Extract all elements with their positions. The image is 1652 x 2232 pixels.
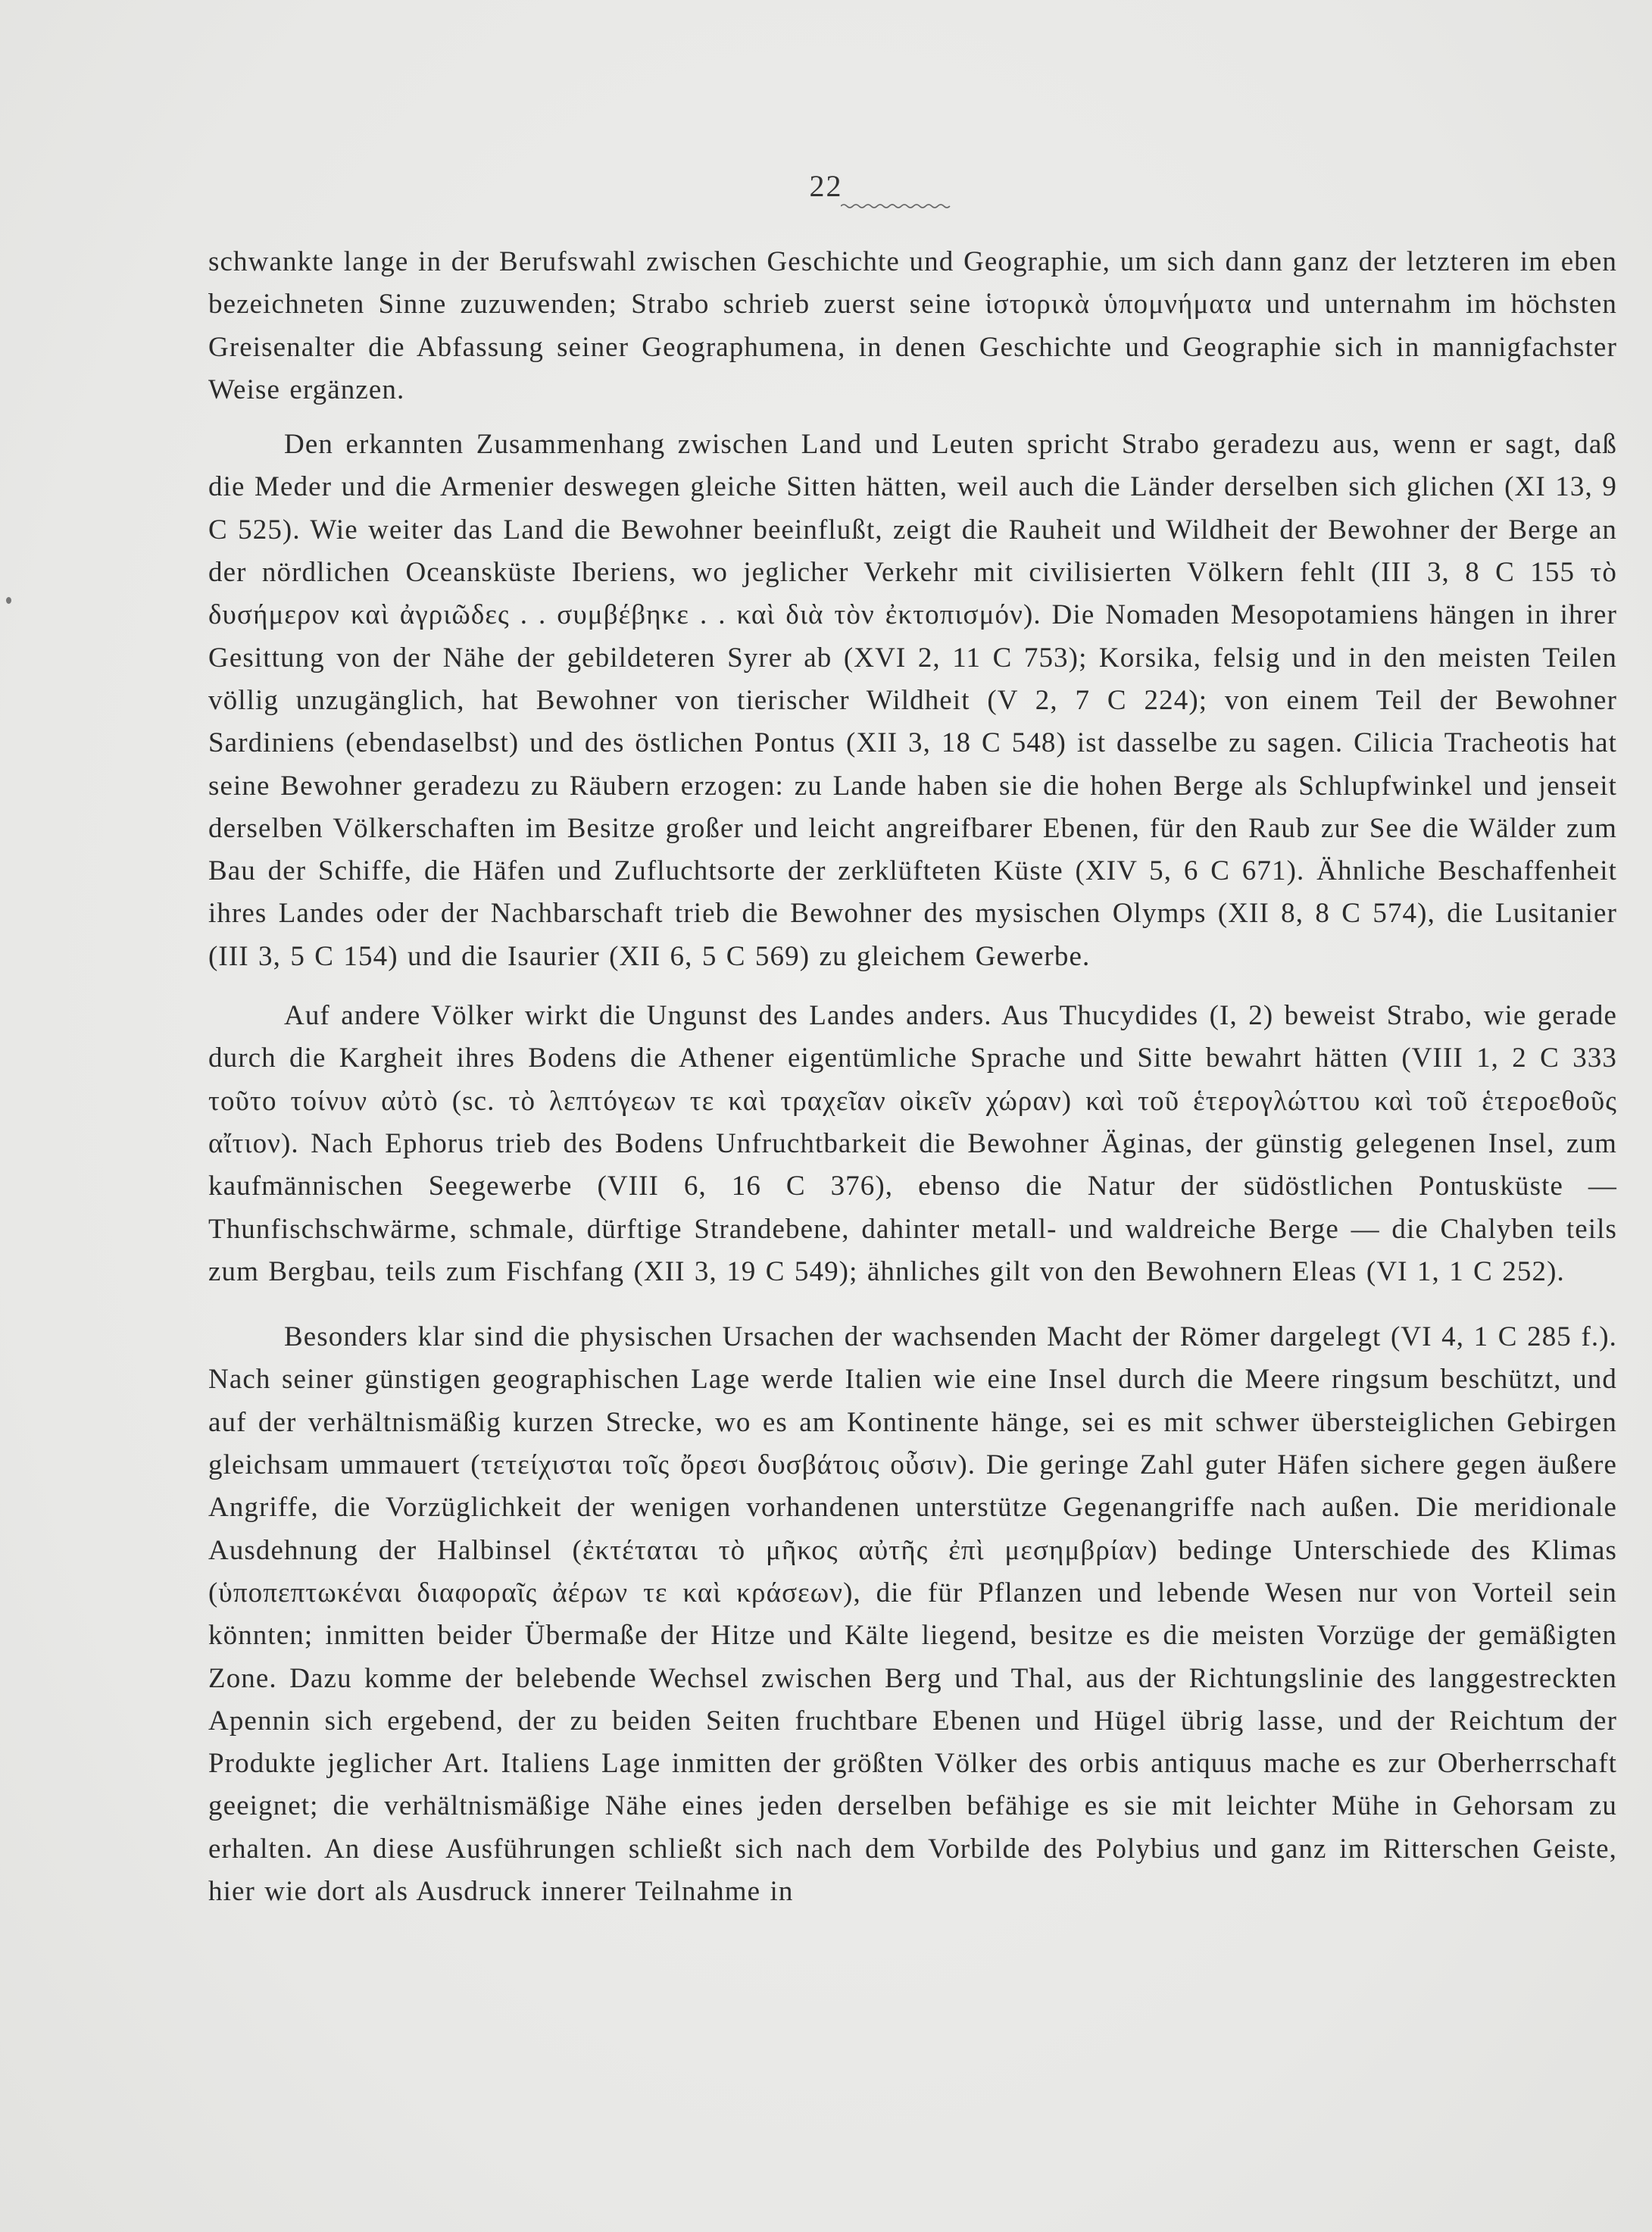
margin-mark: [6, 597, 11, 604]
body-text: [208, 241, 1617, 1913]
page-number-ornament: [841, 203, 951, 209]
paragraph-2: Den erkannten Zusammenhang zwischen Land und Leuten spricht Strabo geradezu aus, wenn er sagt, daß die Meder und die Armenier deswegen gleiche Sitten hätten, weil auch die Länder derselben sich glichen (XI 13, 9 C 525). Wie weiter das Land die Bewohner beeinflußt, zeigt die Rauheit und Wildheit der Bewohner der Berge an der nördlichen Oceansküste Iberiens, wo jeglicher Verkehr mit civilisierten Völkern fehlt (III 3, 8 C 155 τὸ δυσήμερον καὶ ἀγριῶδες . . συμβέβηκε . . καὶ διὰ τὸν ἐκτοπισμόν). Die Nomaden Mesopotamiens hängen in ihrer Gesittung von der Nähe der gebildeteren Syrer ab (XVI 2, 11 C 753); Korsika, felsig und in den meisten Teilen völlig unzugänglich, hat Bewohner von tierischer Wildheit (V 2, 7 C 224); von einem Teil der Bewohner Sardiniens (ebendaselbst) und des östlichen Pontus (XII 3, 18 C 548) ist dasselbe zu sagen. Cilicia Tracheotis hat seine Bewohner geradezu zu Räubern erzogen: zu Lande haben sie die hohen Berge als Schlupfwinkel und jenseit derselben Völkerschaften im Besitze großer und leicht angreifbarer Ebenen, für den Raub zur See die Wälder zum Bau der Schiffe, die Häfen und Zufluchtsorte der zerklüfteten Küste (XIV 5, 6 C 671). Ähnliche Beschaffenheit ihres Landes oder der Nachbarschaft trieb die Bewohner des mysischen Olymps (XII 8, 8 C 574), die Lusitanier (III 3, 5 C 154) und die Isaurier (XII 6, 5 C 569) zu gleichem Gewerbe.: [208, 429, 1617, 972]
paragraph-1: schwankte lange in der Berufswahl zwischen Geschichte und Geographie, um sich dann ganz der letzteren im eben bezeichneten Sinne zuzuwenden; Strabo schrieb zuerst seine ἱστορικὰ ὑπομνήματα und unternahm im höchsten Greisenalter die Abfassung seiner Geographumena, in denen Geschichte und Geographie sich in mannigfachster Weise ergänzen.: [208, 246, 1617, 405]
paragraph-3: Auf andere Völker wirkt die Ungunst des Landes anders. Aus Thucydides (I, 2) beweist Strabo, wie gerade durch die Kargheit ihres Bodens die Athener eigentümliche Sprache und Sitte bewahrt hätten (VIII 1, 2 C 333 τοῦτο τοίνυν αὐτὸ (sc. τὸ λεπτόγεων τε καὶ τραχεῖαν οἰκεῖν χώραν) καὶ τοῦ ἑτερογλώττου καὶ τοῦ ἑτεροεθοῦς αἴτιον). Nach Ephorus trieb des Bodens Unfruchtbarkeit die Bewohner Äginas, der günstig gelegenen Insel, zum kaufmännischen Seegewerbe (VIII 6, 16 C 376), ebenso die Natur der südöstlichen Pontusküste — Thunfischschwärme, schmale, dürftige Strandebene, dahinter metall- und waldreiche Berge — die Chalyben teils zum Bergbau, teils zum Fischfang (XII 3, 19 C 549); ähnliches gilt von den Bewohnern Eleas (VI 1, 1 C 252).: [208, 1000, 1617, 1287]
paragraph-4: Besonders klar sind die physischen Ursachen der wachsenden Macht der Römer dargelegt (VI 4, 1 C 285 f.). Nach seiner günstigen geographischen Lage werde Italien wie eine Insel durch die Meere ringsum beschützt, und auf der verhältnismäßig kurzen Strecke, wo es am Kontinente hänge, sei es mit schwer übersteiglichen Gebirgen gleichsam ummauert (τετείχισται τοῖς ὄρεσι δυσβάτοις οὖσιν). Die geringe Zahl guter Häfen sichere gegen äußere Angriffe, die Vorzüglichkeit der wenigen vorhandenen unterstütze Gegenangriffe nach außen. Die meridionale Ausdehnung der Halbinsel (ἐκτέταται τὸ μῆκος αὐτῆς ἐπὶ μεσημβρίαν) bedinge Unterschiede des Klimas (ὑποπεπτωκέναι διαφοραῖς ἀέρων τε καὶ κράσεων), die für Pflanzen und lebende Wesen nur von Vorteil sein könnten; inmitten beider Übermaße der Hitze und Kälte liegend, besitze es die meisten Vorzüge der gemäßigten Zone. Dazu komme der belebende Wechsel zwischen Berg und Thal, aus der Richtungslinie des langgestreckten Apennin sich ergebend, der zu beiden Seiten fruchtbare Ebenen und Hügel übrig lasse, und der Reichtum der Produkte jeglicher Art. Italiens Lage inmitten der größten Völker des orbis antiquus mache es zur Oberherrschaft geeignet; die verhältnismäßige Nähe eines jeden derselben befähige es sie mit leichter Mühe in Gehorsam zu erhalten. An diese Ausführungen schließt sich nach dem Vorbilde des Polybius und ganz im Ritterschen Geiste, hier wie dort als Ausdruck innerer Teilnahme in: [208, 1321, 1617, 1907]
page-number: 22: [809, 169, 843, 203]
